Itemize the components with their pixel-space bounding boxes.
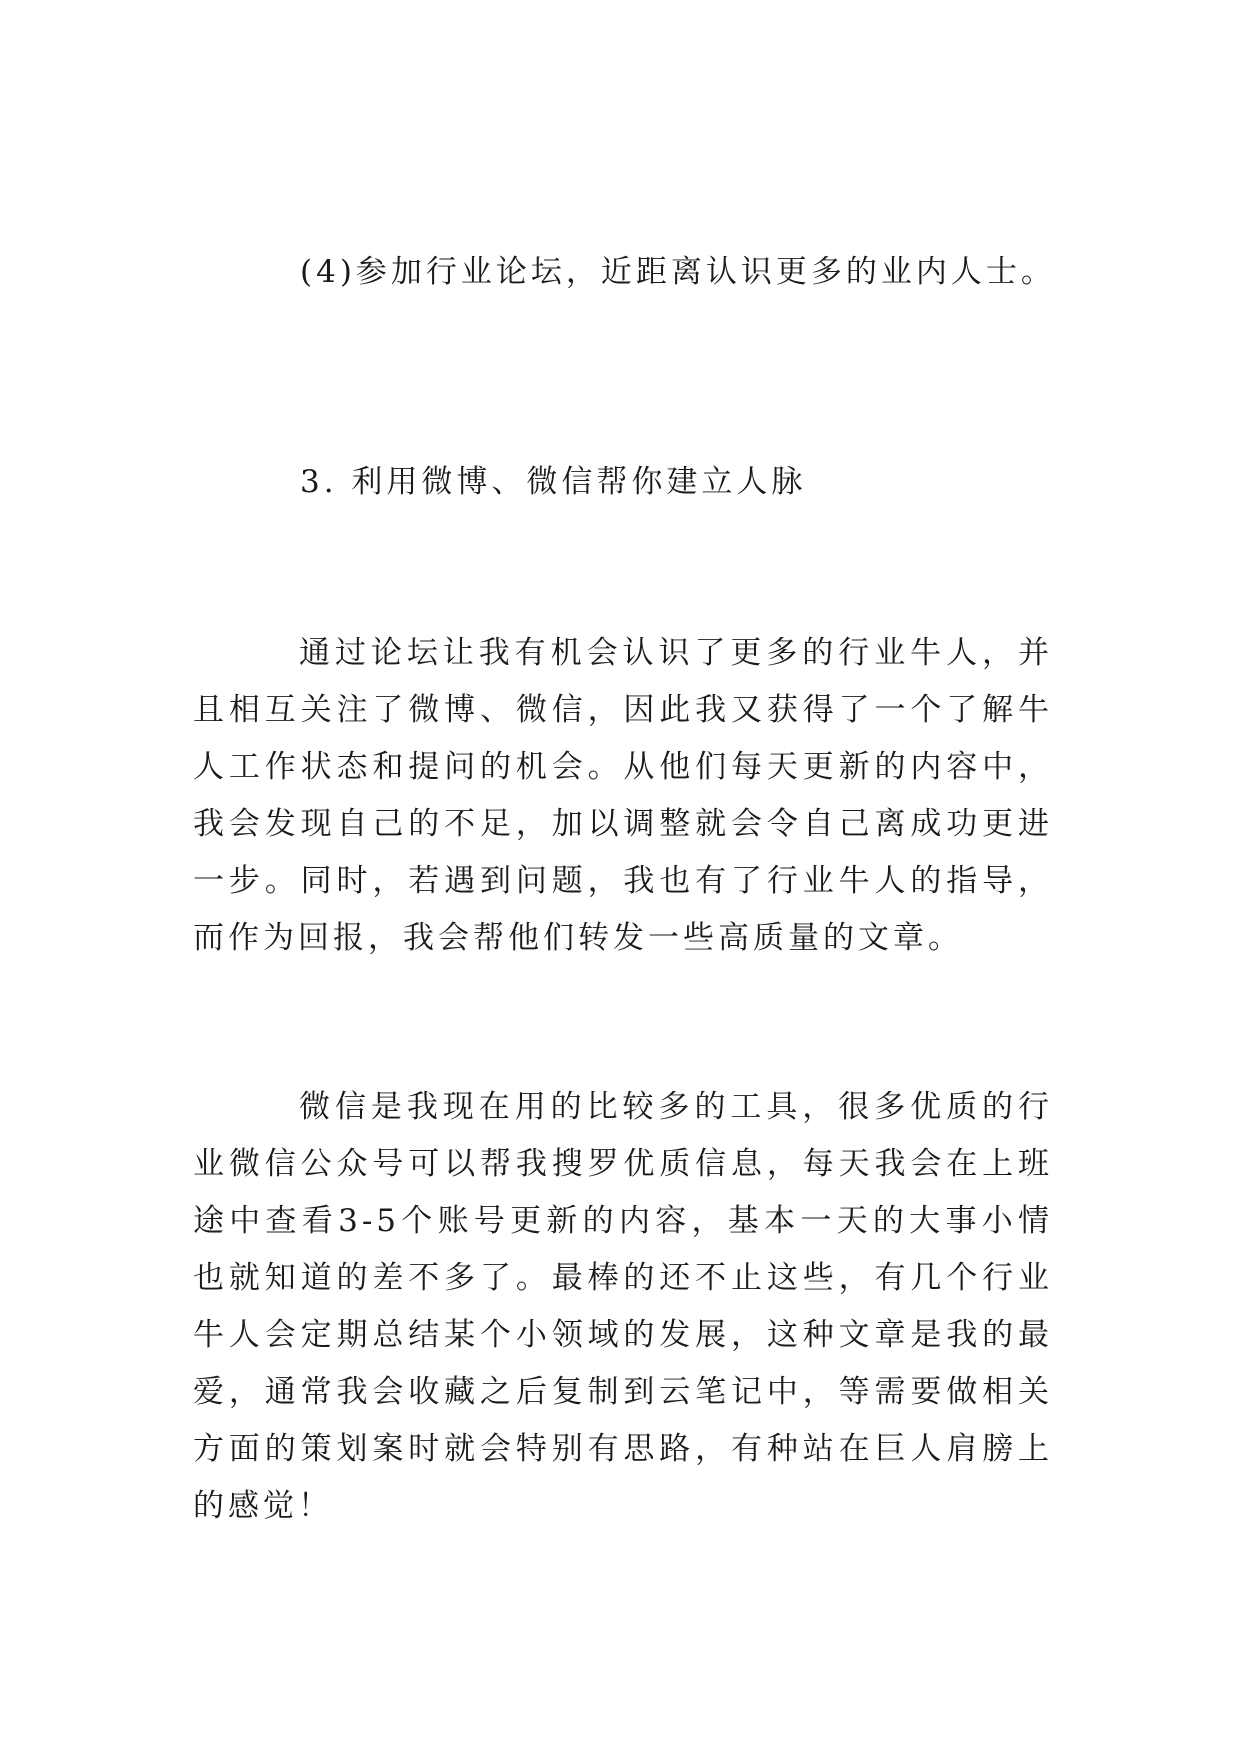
list-item-4: (4)参加行业论坛，近距离认识更多的业内人士。	[300, 254, 1056, 290]
section-heading: 3. 利用微博、微信帮你建立人脉	[300, 464, 807, 500]
body-paragraph-wechat: 微信是我现在用的比较多的工具，很多优质的行业微信公众号可以帮我搜罗优质信息，每天我会在上班途中查看3-5个账号更新的内容，基本一天的大事小情也就知道的差不多了。最棒的还不止这些，有几个行业牛人会定期总结某个小领域的发展，这种文章是我的最爱，通常我会收藏之后复制到云笔记中，等需要做相关方面的策划案时就会特别有思路，有种站在巨人肩膀上的感觉！	[193, 1089, 1053, 1524]
body-paragraph-forum: 通过论坛让我有机会认识了更多的行业牛人，并且相互关注了微博、微信，因此我又获得了一个了解牛人工作状态和提问的机会。从他们每天更新的内容中，我会发现自己的不足，加以调整就会令自己离成功更进一步。同时，若遇到问题，我也有了行业牛人的指导，而作为回报，我会帮他们转发一些高质量的文章。	[193, 635, 1053, 956]
